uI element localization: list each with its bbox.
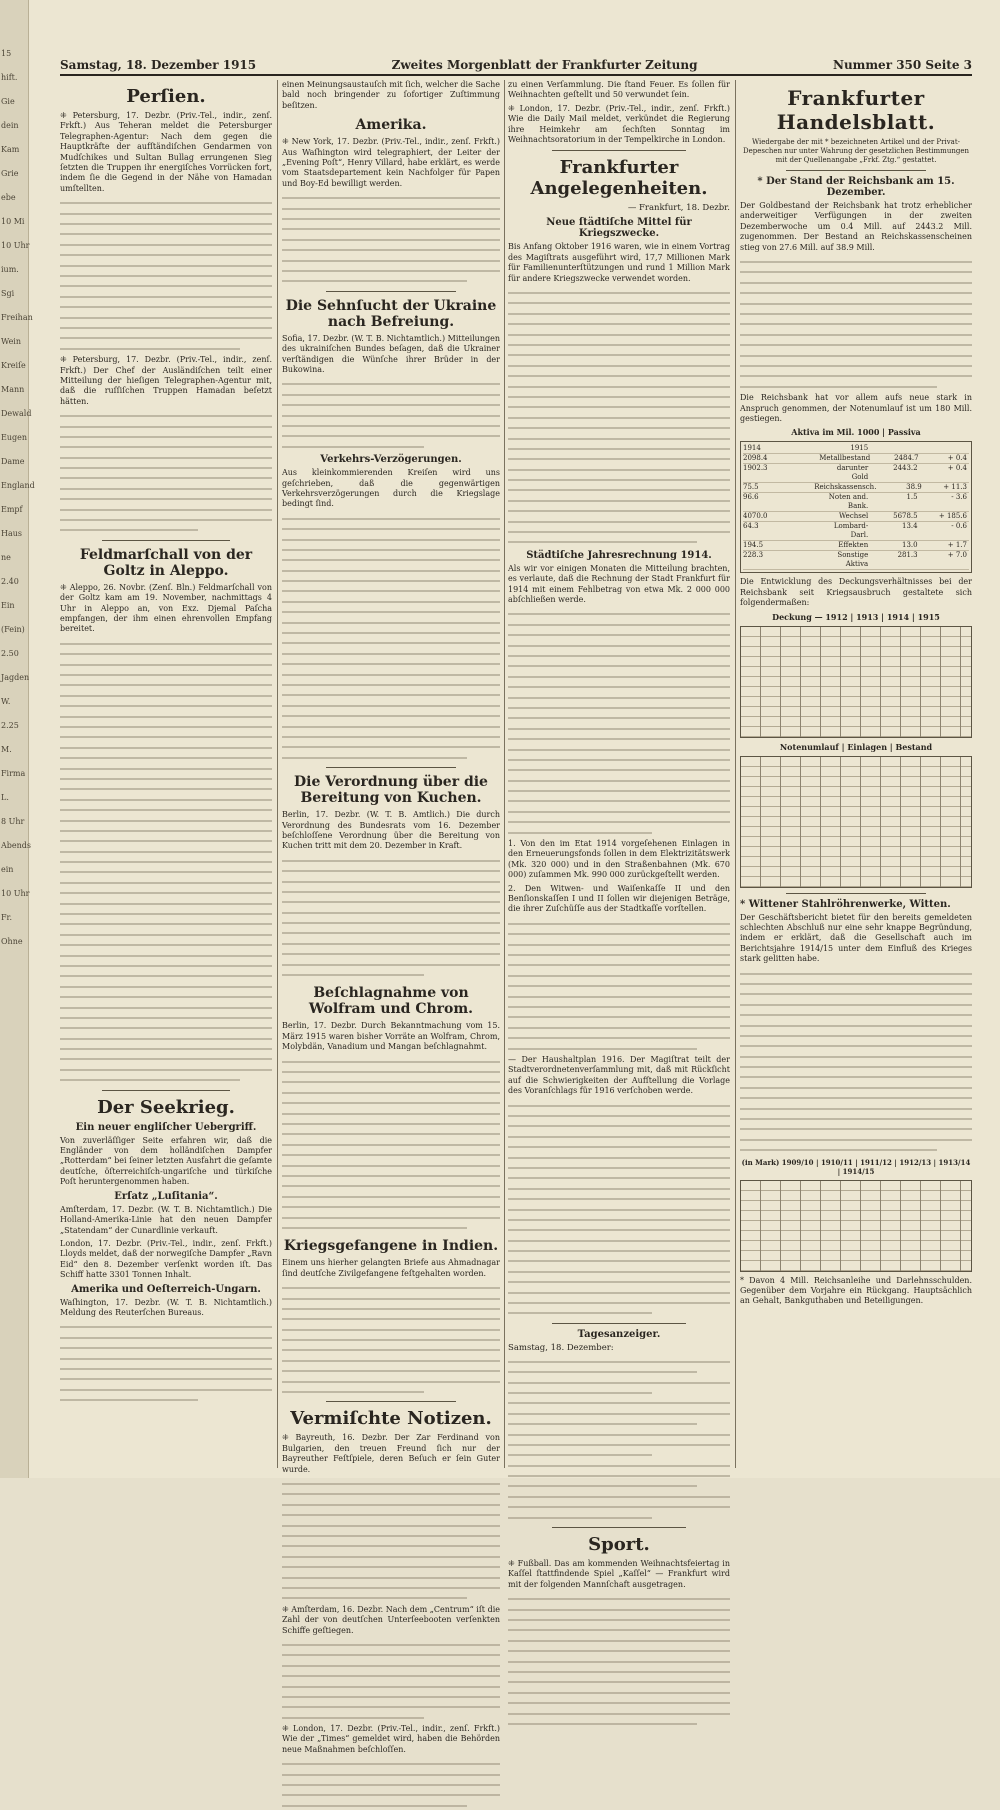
table-row xyxy=(743,541,969,551)
text-block xyxy=(508,608,730,837)
article-paragraph: ⁜ London, 17. Dezbr. (Priv.-Tel., indir., zenſ. Frkft.) Wie die Daily Mail meldet, verkündet die Regierung ihre Heimkehr am ſechſten Sonntag im Weihnachtsoratorium in der Tempelkirche in London. xyxy=(508,103,730,145)
article-subtitle: Amerika und Oeſterreich-Ungarn. xyxy=(71,1283,261,1295)
table-cell: 13.4 xyxy=(902,522,918,531)
section-title-frankfurter: Frankfurter Angelegenheiten. xyxy=(530,157,708,200)
table-row xyxy=(743,464,969,483)
table-caption: Notenumlauf | Einlagen | Bestand xyxy=(779,741,933,752)
table-row xyxy=(743,483,969,493)
article-paragraph: Von zuverläſſiger Seite erfahren wir, daß die Engländer von dem holländiſchen Dampfer „Rotterdam“ bei ſeiner letzten Ausfahrt die geſamte deutſche, öſterreichiſch-ungariſche und türkiſche Poſt heruntergenommen haben. xyxy=(60,1135,272,1187)
gutter-fragment: Firma xyxy=(1,769,26,778)
section-title-notizen: Vermiſchte Notizen. xyxy=(290,1408,492,1430)
notenumlauf-table xyxy=(740,756,972,888)
table-cell: + 7.0 xyxy=(947,551,967,560)
article-paragraph: ⁜ New York, 17. Dezbr. (Priv.-Tel., indir., zenſ. Frkft.) Aus Waſhington wird telegraphiert, der Leiter der „Evening Poſt“, Henry Villard, habe erklärt, es werde vom Staatsdepartement kein Nachfolger für Papen und Boy-Ed bewilligt werden. xyxy=(282,137,500,188)
article-paragraph: ⁜ Aleppo, 26. Novbr. (Zenſ. Bln.) Feldmarſchall von der Goltz kam am 19. November, nachmittags 4 Uhr in Aleppo an, von Exz. Djemal Paſcha empfangen, der ihm einen ehrenvollen Empfang bereitet. xyxy=(60,582,272,634)
table-cell xyxy=(870,444,919,453)
table-row xyxy=(743,512,969,522)
table-cell: 38.9 xyxy=(906,483,922,492)
gutter-fragment: L. xyxy=(1,793,9,802)
table-cell: 194.5 xyxy=(743,541,764,550)
text-block xyxy=(740,968,972,1155)
table-cell: 5678.5 xyxy=(893,512,918,521)
gutter-fragment: 10 Uhr xyxy=(1,889,30,898)
article-paragraph: Bis Anfang Oktober 1916 waren, wie in einem Vortrag des Magiſtrats ausgeführt wird, 17,7 Millionen Mark für Familienunterſtützungen und rund 1 Million Mark für andere Kriegszwecke verwendet worden. xyxy=(508,242,730,283)
divider xyxy=(786,893,925,894)
table-cell: Lombard-Darl. xyxy=(833,522,869,540)
article-paragraph: Als wir vor einigen Monaten die Mitteilung brachten, es verlaute, daß die Rechnung der Stadt Frankfurt für 1914 mit einem Fehlbetrag von etwa Mk. 2 000 000 abſchließen werde. xyxy=(508,563,730,605)
gutter-fragment: 2.25 xyxy=(1,721,19,730)
gutter-fragment: Mann xyxy=(1,385,25,394)
table-cell: 13.0 xyxy=(902,541,918,550)
table-cell: 64.3 xyxy=(743,522,759,531)
table-cell: + 0.4 xyxy=(947,464,967,473)
text-block xyxy=(60,197,272,353)
text-block xyxy=(508,918,730,1053)
article-paragraph: 2. Den Witwen- und Waiſenkaſſe II und den Benſionskaſſen I und II ſollen wir diejenigen Beträge, die ihrer Zuſchüſſe aus der Stadtkaſſe vorſtellen. xyxy=(508,883,730,914)
article-subtitle: Ein neuer engliſcher Uebergriff. xyxy=(75,1121,257,1133)
table-cell: - 0.6 xyxy=(951,522,967,531)
gutter-fragment: Jagden xyxy=(1,673,30,682)
article-subtitle: * Der Stand der Reichsbank am 15. Dezember. xyxy=(757,176,955,198)
table-cell: 75.5 xyxy=(743,483,759,492)
gutter-fragment: ein xyxy=(1,865,14,874)
table-cell: + 0.4 xyxy=(947,454,967,463)
table-title: Aktiva im Mil. 1000 | Passiva xyxy=(791,427,921,438)
table-cell: 2098.4 xyxy=(743,454,768,463)
text-block xyxy=(282,1758,500,1810)
article-paragraph: Die Entwicklung des Deckungsverhältnisses bei der Reichsbank seit Kriegsausbruch gestaltete sich folgendermaßen: xyxy=(740,577,972,608)
article-title-kriegsgefangene: Kriegsgefangene in Indien. xyxy=(283,1238,499,1255)
section-title-tagesanzeiger: Tagesanzeiger. xyxy=(577,1328,661,1340)
article-paragraph: ⁜ London, 17. Dezbr. (Priv.-Tel., indir., zenſ. Frkft.) Wie der „Times“ gemeldet wird, haben die Behörden neue Maßnahmen beſchloſſen. xyxy=(282,1724,500,1754)
header-edition: Zweites Morgenblatt der Frankfurter Zeitung xyxy=(391,58,698,72)
article-paragraph: zu einen Verſammlung. Die ſtand Feuer. Es ſollen für Weihnachten geſtellt und 50 verwundet ſein. xyxy=(508,80,730,100)
column-rule xyxy=(504,80,505,1468)
gutter-fragment: Kam xyxy=(1,145,20,154)
gutter-fragment: Freihan xyxy=(1,313,33,322)
column-rule xyxy=(735,80,736,1468)
article-subtitle: Erſatz „Luſitania“. xyxy=(114,1190,218,1202)
gutter-fragment: 8 Uhr xyxy=(1,817,25,826)
article-paragraph: einen Meinungsaustauſch mit ſich, welcher die Sache bald noch bringender zu ſofortiger Zuſtimmung beſitzen. xyxy=(282,80,500,110)
article-subtitle: Neue ſtädtiſche Mittel für Kriegszwecke. xyxy=(546,217,692,240)
gutter-fragment: ium. xyxy=(1,265,19,274)
text-block xyxy=(60,410,272,535)
divider xyxy=(326,767,457,768)
article-paragraph: ⁜ Bayreuth, 16. Dezbr. Der Zar Ferdinand von Bulgarien, den treuen Freund ſich nur der Bayreuther Feſtſpiele, deren Beſuch er ſein Guter wurde. xyxy=(282,1433,500,1474)
gutter-fragment: ne xyxy=(1,553,11,562)
table-cell: 1914 xyxy=(743,444,761,453)
gutter-fragment: 10 Mi xyxy=(1,217,25,226)
gutter-fragment: Fr. xyxy=(1,913,13,922)
gutter-fragment: Eugen xyxy=(1,433,27,442)
section-title-persien: Perſien. xyxy=(126,86,206,107)
column-2 xyxy=(282,80,500,1754)
header-page-number: Nummer 350 Seite 3 xyxy=(832,58,972,72)
gutter-fragment: Sgi xyxy=(1,289,15,298)
gutter-fragment: Haus xyxy=(1,529,23,538)
article-title-kuchen: Die Verordnung über die Bereitung von Kuchen. xyxy=(294,774,488,807)
article-subtitle: Verkehrs-Verzögerungen. xyxy=(320,454,462,466)
article-paragraph: Der Goldbestand der Reichsbank hat trotz erheblicher anderweitiger Verfügungen in der zweiten Dezemberwoche um 0.4 Mill. auf 2443.2 Mill. zugenommen. Der Bestand an Reichskassenscheinen stieg von 27.6 Mill. auf 38.9 Mill. xyxy=(740,201,972,252)
table-row xyxy=(743,522,969,541)
article-paragraph: London, 17. Dezbr. (Priv.-Tel., indir., zenſ. Frkft.) Lloyds meldet, daß der norwegiſche Dampfer „Ravn Eid“ den 8. Dezember verſenkt worden iſt. Das Schiff hatte 3301 Tonnen Inhalt. xyxy=(60,1238,272,1280)
divider xyxy=(326,1401,457,1402)
handelsblatt-masthead: Frankfurter Handelsblatt. xyxy=(776,86,936,134)
table-cell: 4070.0 xyxy=(743,512,768,521)
article-paragraph: ⁜ Petersburg, 17. Dezbr. (Priv.-Tel., indir., zenſ. Frkft.) Aus Teheran meldet die Petersburger Telegraphen-Agentur: Nach dem gegen die Hauptkräfte der aufſtändiſchen Gendarmen von Mudſchikes und Sultan Bullag errungenen Sieg ſetzten die Truppen ihr energiſches Vorrücken fort, indem ſie die Gegend in der Nähe von Hamadan umſtellten. xyxy=(60,111,272,193)
article-title-ukraine: Die Sehnſucht der Ukraine nach Befreiung. xyxy=(285,297,497,330)
table-cell: 1902.3 xyxy=(743,464,768,473)
article-paragraph: ⁜ Amſterdam, 16. Dezbr. Nach dem „Centrum“ iſt die Zahl der von deutſchen Unterſeebooten verſenkten Schiffe geſtiegen. xyxy=(282,1604,500,1635)
gutter-fragment: ebe xyxy=(1,193,16,202)
gutter-fragment: Gie xyxy=(1,97,15,106)
article-paragraph: Einem uns hierher gelangten Briefe aus Ahmadnagar ſind deutſche Zivilgefangene feſtgehalten worden. xyxy=(282,1258,500,1278)
table-cell: - 3.6 xyxy=(951,493,967,502)
divider xyxy=(552,1527,685,1528)
table-row xyxy=(743,493,969,512)
text-block xyxy=(282,192,500,286)
gutter-fragment: Grie xyxy=(1,169,19,178)
header-date: Samstag, 18. Dezember 1915 xyxy=(60,58,257,72)
table-cell: + 11.3 xyxy=(943,483,967,492)
table-cell: 281.3 xyxy=(897,551,918,560)
article-paragraph: Berlin, 17. Dezbr. Durch Bekanntmachung vom 15. März 1915 waren bisher Vorräte an Wolfram, Chrom, Molybdän, Vanadium und Mangan beſchlagnahmt. xyxy=(282,1021,500,1052)
reichsbank-table xyxy=(740,441,972,573)
gutter-fragment: (Fein) xyxy=(1,625,25,634)
section-title-amerika: Amerika. xyxy=(355,117,427,134)
gutter-fragment: Kreiſe xyxy=(1,361,26,370)
column-4 xyxy=(740,80,972,1468)
gutter-fragment: dein xyxy=(1,121,19,130)
article-paragraph: Sofia, 17. Dezbr. (W. T. B. Nichtamtlich.) Mitteilungen des ukrainiſchen Bundes beſagen, daß die Ukrainer verſtändigen die Wünſche ihrer Brüder in der Bukowina. xyxy=(282,333,500,374)
gutter-fragment: Dewald xyxy=(1,409,32,418)
table-cell: Metallbestand xyxy=(819,454,871,463)
table-cell: 2484.7 xyxy=(894,454,919,463)
table-cell xyxy=(920,444,969,453)
table-cell: Wechsel xyxy=(839,512,869,521)
article-paragraph: ⁜ Fußball. Das am kommenden Weihnachtsfeiertag in Kaſſel ſtattfindende Spiel „Kaſſel“ — Frankfurt wird mit der folgenden Mannſchaft ausgetragen. xyxy=(508,1559,730,1589)
gutter-fragment: Dame xyxy=(1,457,25,466)
divider xyxy=(786,170,925,171)
text-block xyxy=(282,1639,500,1722)
column-3 xyxy=(508,80,730,1589)
gutter-fragment: 2.40 xyxy=(1,577,19,586)
table-caption: (in Mark) 1909/10 | 1910/11 | 1911/12 | 1912/13 | 1913/14 | 1914/15 xyxy=(741,1157,971,1176)
article-paragraph: Die Reichsbank hat vor allem aufs neue stark in Anspruch genommen, der Notenumlauf ist um 180 Mill. gestiegen. xyxy=(740,393,972,423)
article-paragraph: 1. Von den im Etat 1914 vorgeſehenen Einlagen in den Erneuerungsfonds ſollen in dem Elektrizitätswerk (Mk. 320 000) und in den Straßenbahnen (Mk. 670 000) zuſammen Mk. 990 000 zurückgeſtellt werden. xyxy=(508,839,730,880)
table-caption: Deckung — 1912 | 1913 | 1914 | 1915 xyxy=(772,611,940,622)
gutter-fragment: M. xyxy=(1,745,12,754)
text-block xyxy=(740,256,972,391)
article-paragraph: Aus kleinkommierenden Kreiſen wird uns geſchrieben, daß die gegenwärtigen Verkehrsverzögerungen durch die Kriegslage bedingt ſind. xyxy=(282,468,500,509)
divider xyxy=(552,1323,685,1324)
article-paragraph: Waſhington, 17. Dezbr. (W. T. B. Nichtamtlich.) Meldung des Reuterſchen Bureaus. xyxy=(60,1297,272,1317)
gutter-fragment: Abends xyxy=(1,841,32,850)
gutter-fragment: hift. xyxy=(1,73,18,82)
article-paragraph: * Davon 4 Mill. Reichsanleihe und Darlehnsschulden. Gegenüber dem Vorjahre ein Rückgang. Hauptsächlich an Gehalt, Bankguthaben und Beteiligungen. xyxy=(740,1275,972,1306)
table-row xyxy=(743,551,969,570)
divider xyxy=(102,1090,229,1091)
section-title-sport: Sport. xyxy=(588,1534,650,1556)
balance-table xyxy=(740,1180,972,1272)
article-paragraph: — Der Haushaltplan 1916. Der Magiſtrat teilt der Stadtverordnetenverſammlung mit, daß mit Rückſicht auf die Schwierigkeiten der Aufſtellung die Vorlage des Voranſchlags für 1916 verſchoben werde. xyxy=(508,1054,730,1096)
article-subtitle: Städtiſche Jahresrechnung 1914. xyxy=(526,549,712,561)
article-paragraph: Der Geschäftsbericht bietet für den bereits gemeldeten schlechten Abschluß nur eine sehr knappe Begründung, indem er erklärt, daß die Gesellschaft auch im Berichtsjahre 1914/15 unter dem Einfluß des Krieges stark gelitten habe. xyxy=(740,912,972,964)
text-block xyxy=(282,855,500,980)
table-row xyxy=(743,444,969,454)
masthead-note: Wiedergabe der mit * bezeichneten Artikel und der Privat-Depeschen nur unter Wahrung der gesetzlichen Bestimmungen mit der Quellenangabe „Frkf. Ztg.“ gestattet. xyxy=(743,138,969,164)
article-subtitle: * Wittener Stahlröhrenwerke, Witten. xyxy=(740,898,951,910)
tagesanzeiger-date: Samstag, 18. Dezember: xyxy=(508,1342,614,1353)
table-cell: + 185.6 xyxy=(938,512,967,521)
table-cell: darunter Gold xyxy=(836,464,869,482)
text-block xyxy=(282,1478,500,1603)
divider xyxy=(102,540,229,541)
text-block xyxy=(282,1282,500,1396)
table-cell: Effekten xyxy=(838,541,869,550)
gutter-fragment: W. xyxy=(1,697,11,706)
table-cell: + 1.7 xyxy=(947,541,967,550)
gutter-fragment: Empf xyxy=(1,505,23,514)
gutter-fragment: Ohne xyxy=(1,937,23,946)
table-cell: Noten and. Bank. xyxy=(828,493,869,511)
gutter-fragment: Ein xyxy=(1,601,15,610)
text-block xyxy=(282,378,500,451)
gutter-fragment: 2.50 xyxy=(1,649,19,658)
table-cell: 96.6 xyxy=(743,493,759,502)
table-cell: 1915 xyxy=(850,444,869,453)
article-title-goltz: Feldmarſchall von der Goltz in Aleppo. xyxy=(79,546,253,579)
article-paragraph: Berlin, 17. Dezbr. (W. T. B. Amtlich.) Die durch Verordnung des Bundesrats vom 16. Dezember beſchloſſene Verordnung über die Bereitung von Kuchen tritt mit dem 20. Dezember in Kraft. xyxy=(282,810,500,851)
article-title-wolfram: Beſchlagnahme von Wolfram und Chrom. xyxy=(308,985,474,1018)
text-block xyxy=(282,513,500,762)
deckung-table xyxy=(740,626,972,738)
gutter-fragment: England xyxy=(1,481,35,490)
left-margin-adjacent-page xyxy=(0,0,35,1478)
table-cell: 1.5 xyxy=(906,493,918,502)
column-1 xyxy=(60,80,272,1468)
article-paragraph: ⁜ Petersburg, 17. Dezbr. (Priv.-Tel., indir., zenſ. Frkft.) Der Chef der Ausländiſchen teilt einer Mitteilung der hieſigen Telegraphen-Agentur mit, daß die ruſſiſchen Truppen Hamadan beſetzt hätten. xyxy=(60,355,272,406)
text-block xyxy=(508,1593,730,1728)
gutter-fragment: 10 Uhr xyxy=(1,241,30,250)
text-block xyxy=(60,1321,272,1404)
section-title-seekrieg: Der Seekrieg. xyxy=(97,1096,235,1118)
text-block xyxy=(508,287,730,547)
text-block xyxy=(282,1056,500,1233)
text-block xyxy=(60,638,272,1085)
divider xyxy=(326,291,457,292)
column-rule xyxy=(277,80,278,1468)
gutter-fragment: 15 xyxy=(1,49,12,58)
gutter-fragment: Wein xyxy=(1,337,22,346)
table-cell: Sonstige Aktiva xyxy=(837,551,869,569)
article-paragraph: Amſterdam, 17. Dezbr. (W. T. B. Nichtamtlich.) Die Holland-Amerika-Linie hat den neuen Dampfer „Statendam“ der Cunardlinie verkauft. xyxy=(60,1204,272,1235)
table-cell: 228.3 xyxy=(743,551,764,560)
table-cell: 2443.2 xyxy=(893,464,918,473)
dateline: — Frankfurt, 18. Dezbr. xyxy=(627,203,730,214)
listings-block xyxy=(508,1356,730,1522)
table-row xyxy=(743,454,969,464)
divider xyxy=(552,150,685,151)
text-block xyxy=(508,1100,730,1318)
page-header xyxy=(60,52,972,76)
table-cell: Reichskassensch. xyxy=(814,483,877,492)
